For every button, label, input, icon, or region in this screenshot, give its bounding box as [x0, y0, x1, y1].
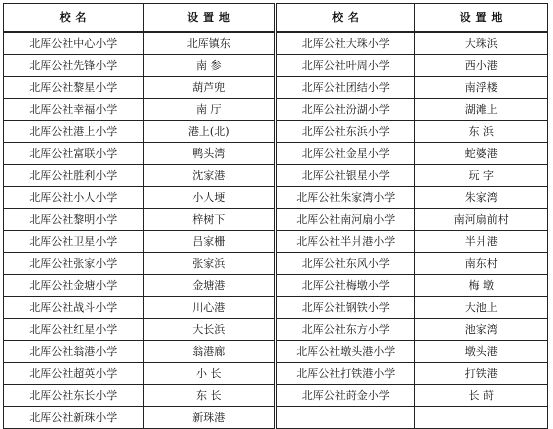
location-cell: 大珠浜: [415, 32, 548, 55]
location-cell: 墩头港: [415, 341, 548, 363]
school-name-cell: 北厍公社中心小学: [4, 32, 144, 55]
location-cell: 北厍镇东: [143, 32, 275, 55]
location-cell: 新珠港: [143, 407, 275, 429]
table-row: [4, 363, 548, 385]
school-name-cell: 北厍公社打铁港小学: [275, 363, 415, 385]
location-cell: 川心港: [143, 297, 275, 319]
school-name-cell: 北厍公社翁港小学: [4, 341, 144, 363]
header-school-name-left: 校 名: [4, 4, 144, 33]
location-cell: [415, 407, 548, 429]
location-cell: 吕家栅: [143, 231, 275, 253]
school-name-cell: [275, 407, 415, 429]
school-name-cell: 北厍公社港上小学: [4, 121, 144, 143]
location-cell: 沈家港: [143, 165, 275, 187]
school-name-cell: 北厍公社东风小学: [275, 253, 415, 275]
school-roster-table: [3, 3, 548, 429]
school-name-cell: 北厍公社战斗小学: [4, 297, 144, 319]
school-name-cell: 北厍公社新珠小学: [4, 407, 144, 429]
school-name-cell: 北厍公社幸福小学: [4, 99, 144, 121]
school-name-cell: 北厍公社梅墩小学: [275, 275, 415, 297]
location-cell: 张家浜: [143, 253, 275, 275]
location-cell: 南 厅: [143, 99, 275, 121]
school-name-cell: 北厍公社胜利小学: [4, 165, 144, 187]
table-row: [4, 209, 548, 231]
location-cell: 东 浜: [415, 121, 548, 143]
school-name-cell: 北厍公社汾湖小学: [275, 99, 415, 121]
table-row: [4, 121, 548, 143]
location-cell: 池家湾: [415, 319, 548, 341]
header-location-left: 设 置 地: [143, 4, 275, 33]
location-cell: 翁港廊: [143, 341, 275, 363]
location-cell: 小人埂: [143, 187, 275, 209]
location-cell: 湖滩上: [415, 99, 548, 121]
school-name-cell: 北厍公社朱家湾小学: [275, 187, 415, 209]
school-name-cell: 北厍公社先锋小学: [4, 55, 144, 77]
location-cell: 玩 字: [415, 165, 548, 187]
location-cell: 小 长: [143, 363, 275, 385]
location-cell: 南浮楼: [415, 77, 548, 99]
school-name-cell: 北厍公社叶周小学: [275, 55, 415, 77]
school-name-cell: 北厍公社东浜小学: [275, 121, 415, 143]
school-name-cell: 北厍公社黎星小学: [4, 77, 144, 99]
location-cell: 西小港: [415, 55, 548, 77]
table-row: [4, 319, 548, 341]
table-row: [4, 99, 548, 121]
school-name-cell: 北厍公社超英小学: [4, 363, 144, 385]
table-row: [4, 297, 548, 319]
school-name-cell: 北厍公社莳金小学: [275, 385, 415, 407]
school-name-cell: 北厍公社小人小学: [4, 187, 144, 209]
table-body: [4, 32, 548, 429]
location-cell: 东 长: [143, 385, 275, 407]
table-row: [4, 187, 548, 209]
table-row: [4, 407, 548, 429]
school-name-cell: 北厍公社东方小学: [275, 319, 415, 341]
location-cell: 大长浜: [143, 319, 275, 341]
school-name-cell: 北厍公社卫星小学: [4, 231, 144, 253]
location-cell: 朱家湾: [415, 187, 548, 209]
school-name-cell: 北厍公社黎明小学: [4, 209, 144, 231]
table-row: [4, 55, 548, 77]
school-name-cell: 北厍公社钢铁小学: [275, 297, 415, 319]
school-name-cell: 北厍公社张家小学: [4, 253, 144, 275]
location-cell: 葫芦兜: [143, 77, 275, 99]
location-cell: 大池上: [415, 297, 548, 319]
location-cell: 港上(北): [143, 121, 275, 143]
school-name-cell: 北厍公社半爿港小学: [275, 231, 415, 253]
school-name-cell: 北厍公社南河扇小学: [275, 209, 415, 231]
location-cell: 梓树下: [143, 209, 275, 231]
header-school-name-right: 校 名: [275, 4, 415, 33]
school-name-cell: 北厍公社金塘小学: [4, 275, 144, 297]
school-name-cell: 北厍公社团结小学: [275, 77, 415, 99]
table-row: [4, 341, 548, 363]
school-name-cell: 北厍公社大珠小学: [275, 32, 415, 55]
location-cell: 南 参: [143, 55, 275, 77]
school-name-cell: 北厍公社银星小学: [275, 165, 415, 187]
location-cell: 南东村: [415, 253, 548, 275]
table-row: [4, 143, 548, 165]
location-cell: 蛇婆港: [415, 143, 548, 165]
table-row: [4, 253, 548, 275]
table-row: [4, 275, 548, 297]
table-row: [4, 231, 548, 253]
location-cell: 长 莳: [415, 385, 548, 407]
location-cell: 南河扇前村: [415, 209, 548, 231]
location-cell: 金塘港: [143, 275, 275, 297]
table-row: [4, 77, 548, 99]
table-row: [4, 32, 548, 55]
table-header-row: [4, 4, 548, 33]
school-name-cell: 北厍公社富联小学: [4, 143, 144, 165]
table-row: [4, 385, 548, 407]
location-cell: 鸭头湾: [143, 143, 275, 165]
location-cell: 半爿港: [415, 231, 548, 253]
location-cell: 梅 墩: [415, 275, 548, 297]
school-name-cell: 北厍公社红星小学: [4, 319, 144, 341]
school-name-cell: 北厍公社金星小学: [275, 143, 415, 165]
school-name-cell: 北厍公社东长小学: [4, 385, 144, 407]
school-name-cell: 北厍公社墩头港小学: [275, 341, 415, 363]
location-cell: 打铁港: [415, 363, 548, 385]
table-row: [4, 165, 548, 187]
header-location-right: 设 置 地: [415, 4, 548, 33]
